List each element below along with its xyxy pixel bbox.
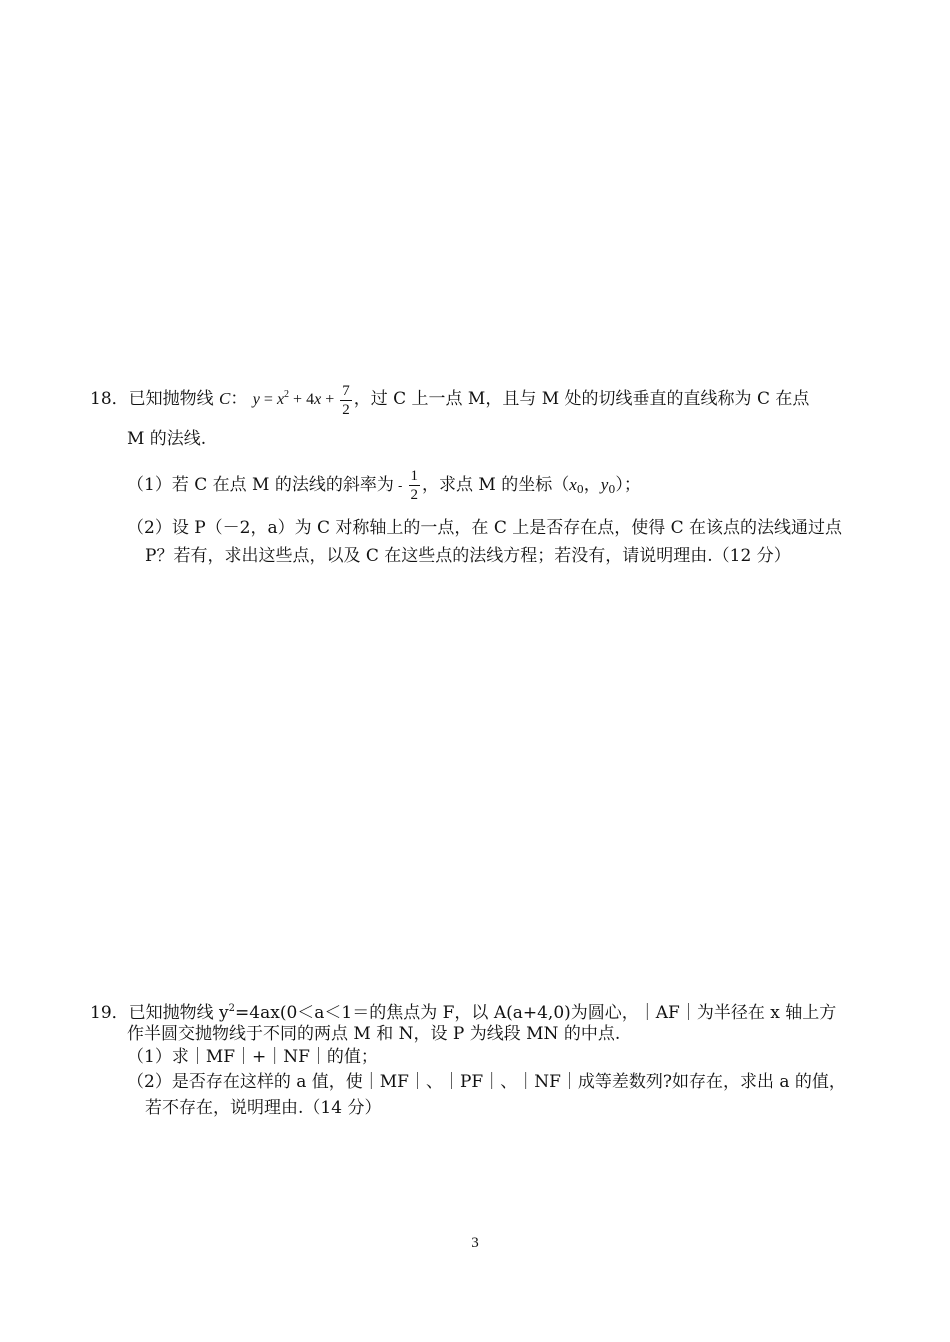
q18-intro: 已知抛物线 xyxy=(128,389,220,409)
comma: ， xyxy=(583,475,601,495)
q18-part2-line1: （2）设 P（－2，a）为 C 对称轴上的一点，在 C 上是否存在点，使得 C 在该点的法线通过点 xyxy=(127,518,843,538)
q19-text-a: 已知抛物线 y xyxy=(128,1003,229,1023)
x0: x xyxy=(569,475,577,494)
fraction-seven-halves xyxy=(340,382,352,419)
q19-number: 19． xyxy=(90,1003,129,1023)
eq-exponent: 2 xyxy=(284,389,290,400)
eq-y: y xyxy=(252,391,260,408)
y0-sub: 0 xyxy=(608,483,616,496)
q19-part2-line2: 若不存在，说明理由.（14 分） xyxy=(145,1098,382,1118)
colon: ： xyxy=(230,389,248,409)
frac-den: 2 xyxy=(410,487,419,503)
q18-intro-b: ，过 C 上一点 M，且与 M 处的切线垂直的直线称为 C 在点 xyxy=(353,389,810,409)
parabola-equation xyxy=(252,382,354,418)
frac-num: 1 xyxy=(410,468,419,484)
frac-den: 2 xyxy=(342,401,350,418)
eq-plus: + xyxy=(321,391,339,408)
eq-x2: x xyxy=(314,391,322,408)
q18-part1 xyxy=(127,462,641,513)
q18-number: 18． xyxy=(90,389,129,409)
eq-plus4: + 4 xyxy=(289,391,315,408)
q18-line-2: M 的法线. xyxy=(127,429,207,449)
q19-part1: （1）求｜MF｜+｜NF｜的值； xyxy=(127,1047,378,1067)
part1-text: （1）若 C 在点 M 的法线的斜率为 xyxy=(127,475,394,495)
part1-minus: - xyxy=(393,479,407,494)
frac-num: 7 xyxy=(342,382,350,399)
q18-line-1 xyxy=(90,370,809,425)
q19-line-2: 作半圆交抛物线于不同的两点 M 和 N，设 P 为线段 MN 的中点. xyxy=(127,1024,621,1044)
q19-line-1 xyxy=(90,997,836,1025)
q19-exponent: 2 xyxy=(228,1003,236,1014)
q19-part2-line1: （2）是否存在这样的 a 值，使｜MF｜、｜PF｜、｜NF｜成等差数列?如存在，求出 a 的值， xyxy=(127,1072,846,1092)
eq-equals: = xyxy=(259,391,277,408)
q18-part2-line2: P？若有，求出这些点，以及 C 在这些点的法线方程；若没有，请说明理由.（12 分） xyxy=(145,546,791,566)
y0: y xyxy=(600,475,609,494)
x0-sub: 0 xyxy=(576,483,584,496)
part1-text-b: ，求点 M 的坐标（ xyxy=(422,475,570,495)
fraction-one-half xyxy=(409,467,421,504)
q19-text-b: =4ax(0＜a＜1＝的焦点为 F，以 A(a+4,0)为圆心，｜AF｜为半径在 x 轴上方 xyxy=(235,1003,837,1023)
page-number: 3 xyxy=(471,1235,479,1251)
eq-x: x xyxy=(276,391,285,408)
part1-end: ）； xyxy=(615,475,641,495)
curve-label: C xyxy=(219,389,231,408)
